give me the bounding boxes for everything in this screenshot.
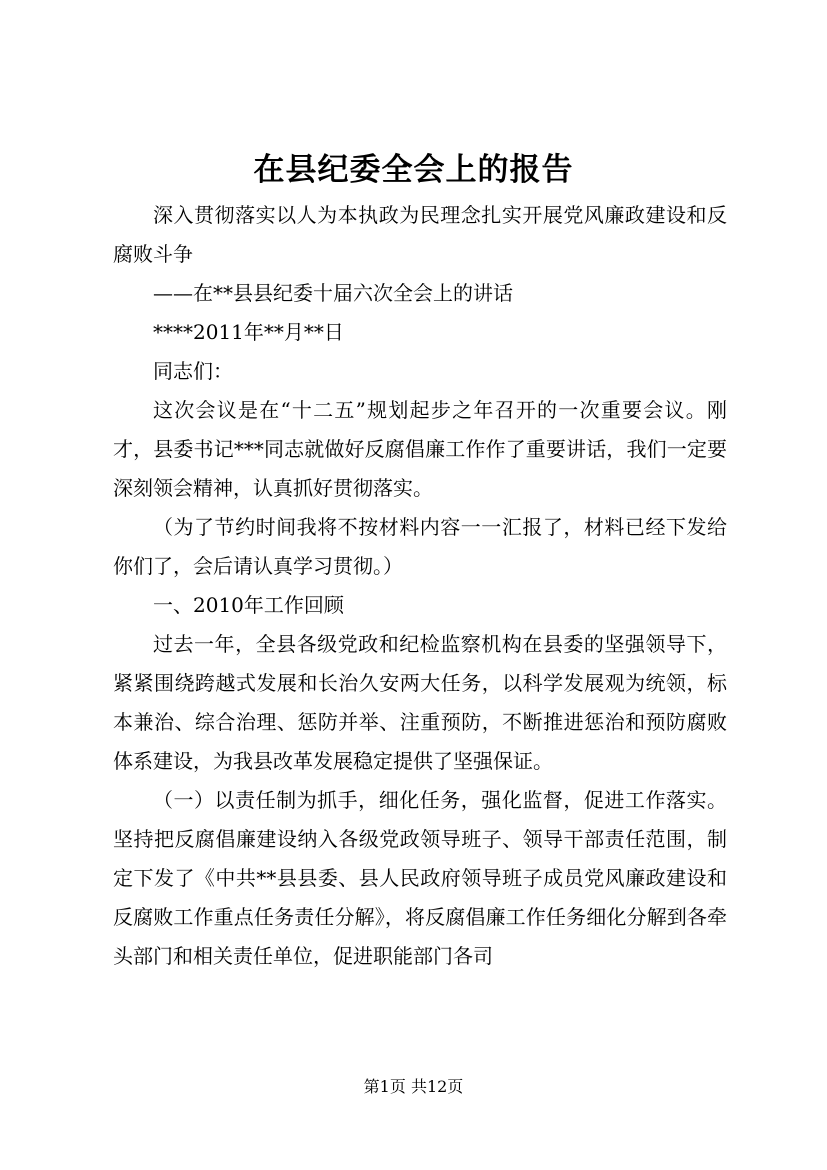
body-paragraph: 过去一年，全县各级党政和纪检监察机构在县委的坚强领导下，紧紧围绕跨越式发展和长治久安两大任务，以科学发展观为统领，标本兼治、综合治理、惩防并举、注重预防，不断推进惩治和预防腐败体系建设，为我县改革发展稳定提供了坚强保证。 (113, 632, 727, 773)
body-paragraph: （一）以责任制为抓手，细化任务，强化监督，促进工作落实。坚持把反腐倡廉建设纳入各级党政领导班子、领导干部责任范围，制定下发了《中共**县县委、县人民政府领导班子成员党风廉政建设和反腐败工作重点任务责任分解》，将反腐倡廉工作任务细化分解到各牵头部门和相关责任单位，促进职能部门各司 (113, 788, 727, 968)
subtitle-paragraph: 深入贯彻落实以人为本执政为民理念扎实开展党风廉政建设和反腐败斗争 (113, 203, 727, 266)
body-paragraph: （为了节约时间我将不按材料内容一一汇报了，材料已经下发给你们了，会后请认真学习贯彻。） (113, 515, 727, 578)
speech-occasion: ——在**县县纪委十届六次全会上的讲话 (153, 281, 513, 305)
document-title: 在县纪委全会上的报告 (253, 152, 574, 188)
section-heading: 一、2010年工作回顾 (153, 593, 344, 617)
document-body (113, 196, 727, 976)
speech-date: ****2011年**月**日 (153, 320, 344, 344)
salutation: 同志们： (153, 359, 233, 383)
page-number-footer: 第1页 共12页 (363, 1077, 464, 1096)
body-paragraph: 这次会议是在“十二五”规划起步之年召开的一次重要会议。刚才，县委书记***同志就做好反腐倡廉工作作了重要讲话，我们一定要深刻领会精神，认真抓好贯彻落实。 (113, 398, 727, 500)
